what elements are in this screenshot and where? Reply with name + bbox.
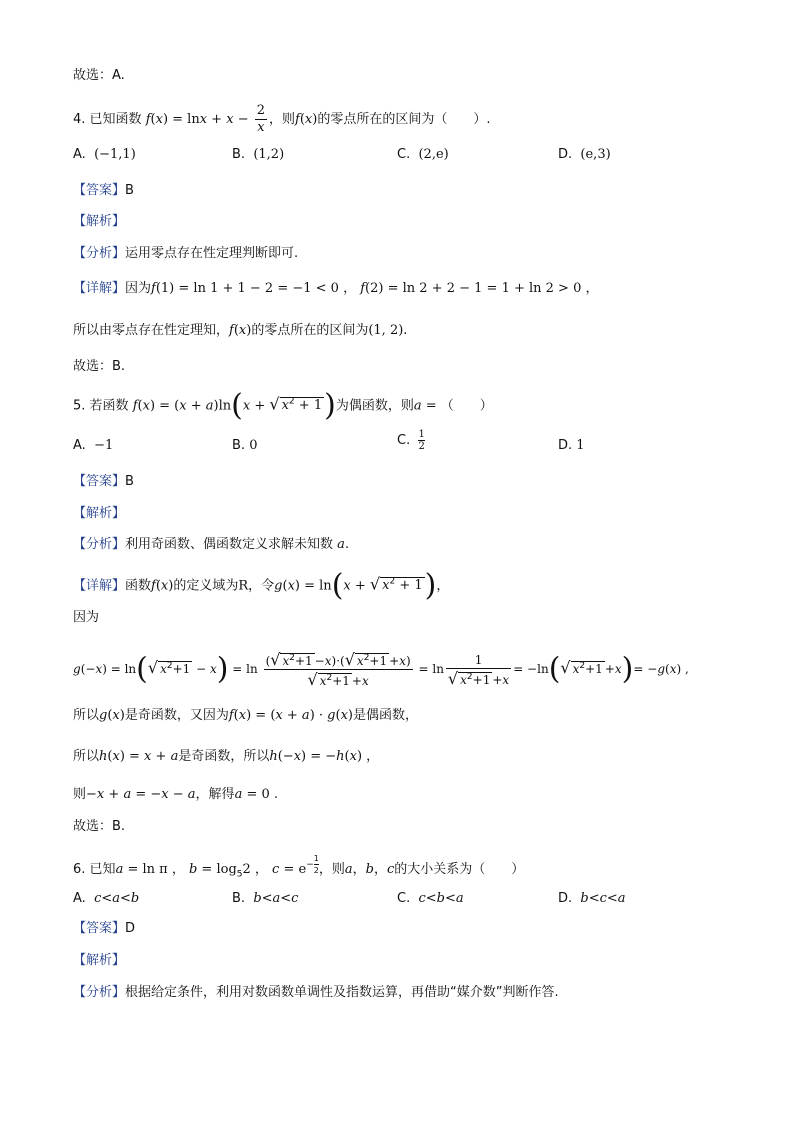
q4-answer: 【答案】B — [73, 183, 134, 198]
q5-then: 则−x + a = −x − a，解得a = 0 . — [73, 787, 279, 802]
q5-conclusion: 故选：B. — [73, 819, 126, 834]
q5-answer: 【答案】B — [73, 474, 134, 489]
q5-option-c: C. $\frac{1}{2}$ — [397, 429, 425, 452]
q6-option-b: B. b<a<c — [232, 891, 299, 906]
q6-stem: 6. 已知a = ln π ， $b = \log_52$ ， $c = e^{- \frac{1}{2}}$ ，则a，b，c的大小关系为（ ） — [73, 854, 525, 880]
q6-option-a: A. c<a<b — [73, 891, 140, 906]
q5-detail: 【详解】函数f(x)的定义域为R，令g(x) = ln(x + √ $x^2 + 1$)， — [73, 567, 450, 603]
q5-so-2: 所以h(x) = x + a是奇函数，所以h(−x) = −h(x) ， — [73, 749, 380, 764]
q6-option-c: C. c<b<a — [397, 891, 464, 906]
q5-derivation: g(−x) = ln(√ $x^2+1 - x) = \ln$ $\frac{(√ x^2+1 -x)\cdot(√ x^2+1 +x)}{√ x^2+1 +x}$ = ln $\frac{1}{√ x^2+1 +x}$ = −ln(√ $x^2+1 +x)= -g(x)$ , — [73, 650, 689, 689]
q5-jiexi-heading: 【解析】 — [73, 506, 126, 521]
q5-analysis: 【分析】利用奇函数、偶函数定义求解未知数 a. — [73, 537, 350, 552]
q5-option-d: D. 1 — [558, 438, 585, 453]
q4-detail: 【详解】因为f(1) = ln 1 + 1 − 2 = −1 < 0 ， f(2) = ln 2 + 2 − 1 = 1 + ln 2 > 0 ， — [73, 281, 599, 296]
q6-analysis: 【分析】根据给定条件，利用对数函数单调性及指数运算，再借助“媒介数”判断作答. — [73, 985, 559, 1000]
q6-jiexi-heading: 【解析】 — [73, 953, 126, 968]
q5-so-1: 所以g(x)是奇函数，又因为f(x) = (x + a) · g(x)是偶函数， — [73, 708, 418, 723]
q4-analysis: 【分析】运用零点存在性定理判断即可. — [73, 246, 299, 261]
q4-option-d: D. (e,3) — [558, 147, 611, 162]
q4-conclusion: 故选：B. — [73, 359, 126, 374]
q4-detail-conclusion: 所以由零点存在性定理知，f(x)的零点所在的区间为(1, 2). — [73, 323, 408, 338]
q6-option-d: D. b<c<a — [558, 891, 626, 906]
q4-jiexi-heading: 【解析】 — [73, 214, 126, 229]
q5-option-a: A. −1 — [73, 438, 114, 453]
q4-option-a: A. (−1,1) — [73, 147, 136, 162]
q4-option-c: C. (2,e) — [397, 147, 449, 162]
q5-stem: 5. 若函数 f(x) = (x + a)ln(x + √ $x^2 + 1$)为偶函数，则a = （ ） — [73, 387, 493, 423]
q4-option-b: B. (1,2) — [232, 147, 285, 162]
q4-stem: 4. 已知函数 f(x) = lnx + x − $\frac{2}{x}$ ，则f(x)的零点所在的区间为（ ）. — [73, 103, 491, 135]
q6-answer: 【答案】D — [73, 921, 136, 936]
q5-because: 因为 — [73, 610, 100, 625]
q5-option-b: B. 0 — [232, 438, 258, 453]
q3-conclusion: 故选：A. — [73, 68, 125, 83]
